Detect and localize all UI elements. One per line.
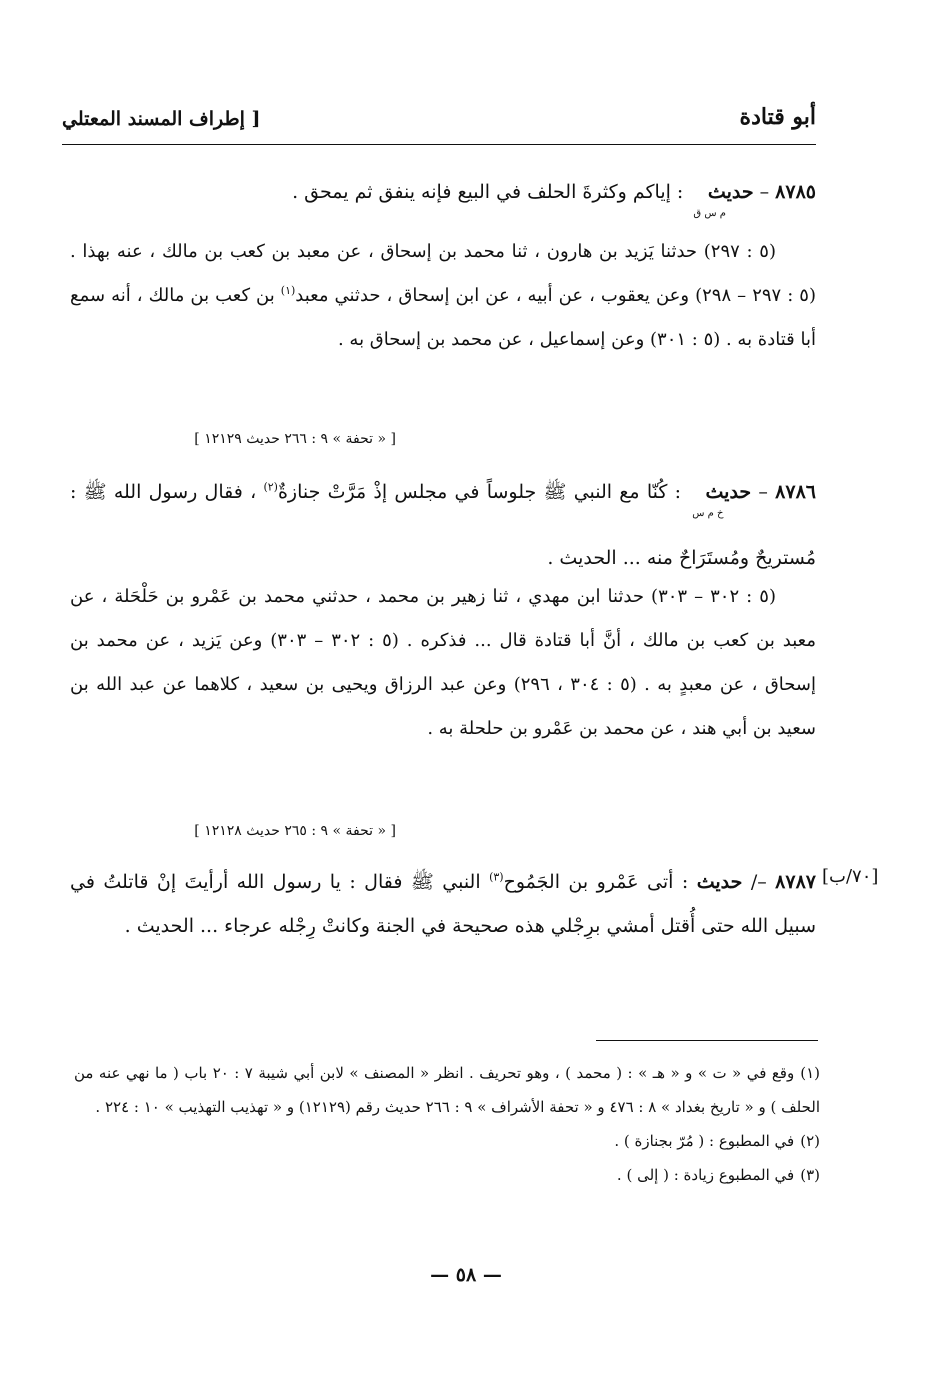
footnote-marker: (١) [280,284,296,297]
hadith-8785-matn [70,170,816,236]
hadith-8786-reference: [ « تحفة » ٩ : ٢٦٥ حديث ١٢١٢٨ ] [194,823,396,839]
hadith-dash: – [758,481,768,503]
footnote-2 [74,1124,820,1158]
hadith-8785-chain [70,230,816,362]
page-header [62,104,816,152]
hadith-sigla: خ م س [692,508,724,519]
footnote-3 [74,1158,820,1192]
chain-text: (٥ : ٢٩٧) حدثنا يَزيد بن هارون ، ثنا محمد بن إسحاق ، عن معبد بن كعب بن مالك ، عنه بهذا . (٥ : ٢٩٧ – ٢٩٨) وعن يعقوب ، عن أبيه ، عن ابن إسحاق ، حدثني معبد [70,241,816,306]
hadith-number: ٨٧٨٦ [775,481,816,503]
hadith-number: ٨٧٨٥ [775,181,816,203]
footnote-text: في المطبوع : ( مُرّ بجنازة ) . [614,1132,795,1150]
manuscript-folio-note: [٧٠/ب] [822,866,879,887]
footnote-marker: (٢) [263,480,278,494]
footnote-text: وقع في « ت » و « هـ » : ( محمد ) ، وهو تحريف . انظر « المصنف » لابن أبي شيبة ٧ : ٢٠ باب ( ما نهي عنه من الحلف ) و « تاريخ بغداد » ٨ : ٤٧٦ و « تحفة الأشراف » ٩ : ٢٦٦ حديث رقم (١٢١٢٩) و « تهذيب التهذيب » ١٠ : ٢٢٤ . [74,1064,820,1116]
hadith-dash: –/ [750,871,767,893]
footnote-1 [74,1056,820,1124]
footnote-number: (٣) [800,1166,820,1184]
hadith-keyword: حديث [707,181,754,203]
hadith-text-after: ، فقال رسول الله ﷺ : مُستريحٌ ومُستَرَاحٌ منه ... الحديث . [70,481,816,569]
footnote-marker: (٣) [489,870,504,884]
header-rule [62,144,816,145]
chain-text-after: بن كعب بن مالك ، أنه سمع أبا قتادة به . (٥ : ٣٠١) وعن إسماعيل ، عن محمد بن إسحاق به . [70,285,816,350]
hadith-dash: – [759,181,770,203]
header-chapter-title: أبو قتادة [739,104,816,130]
hadith-number: ٨٧٨٧ [775,871,816,893]
hadith-8785-reference: [ « تحفة » ٩ : ٢٦٦ حديث ١٢١٢٩ ] [194,431,396,447]
hadith-text-after: النبي ﷺ فقال : يا رسول الله أرأيتَ إنْ قاتلتُ في سبيل الله حتى أُقتل أمشي برِجْلي هذه صحيحة في الجنة وكانتْ رِجْله عرجاء ... الحديث . [70,871,816,937]
header-book-title: [ إطراف المسند المعتلي [62,108,261,130]
footnote-text: في المطبوع زيادة : ( إلى ) . [616,1166,795,1184]
hadith-8787-matn [70,860,816,948]
footnotes [74,1056,820,1192]
hadith-8786-matn [70,470,816,580]
hadith-keyword: حديث [705,481,752,503]
hadith-text: : إياكم وكثرةَ الحلف في البيع فإنه ينفق ثم يمحق . [292,181,684,203]
page-number: — ٥٨ — [430,1264,502,1286]
footnote-number: (٢) [800,1132,820,1150]
hadith-8786-chain: (٥ : ٣٠٢ – ٣٠٣) حدثنا ابن مهدي ، ثنا زهير بن محمد ، حدثني محمد بن عَمْرو بن حَلْحَلة ، عن معبد بن كعب بن مالك ، أنَّ أبا قتادة قال ... فذكره . (٥ : ٣٠٢ – ٣٠٣) وعن يَزيد ، عن محمد بن إسحاق ، عن معبدٍ به . (٥ : ٣٠٤ ، ٢٩٦) وعن عبد الرزاق ويحيى بن سعيد ، كلاهما عن عبد الله بن سعيد بن أبي هند ، عن محمد بن عَمْرو بن حلحلة به . [70,586,816,739]
hadith-keyword: حديث [696,871,743,893]
hadith-text: : أتى عَمْرو بن الجَمُوح [503,871,689,893]
footnote-rule [596,1040,818,1041]
footnote-number: (١) [800,1064,821,1082]
hadith-sigla: م س ق [693,208,726,219]
hadith-text: : كُنّا مع النبي ﷺ جلوساً في مجلس إذْ مَرَّتْ جنازةٌ [277,481,682,503]
